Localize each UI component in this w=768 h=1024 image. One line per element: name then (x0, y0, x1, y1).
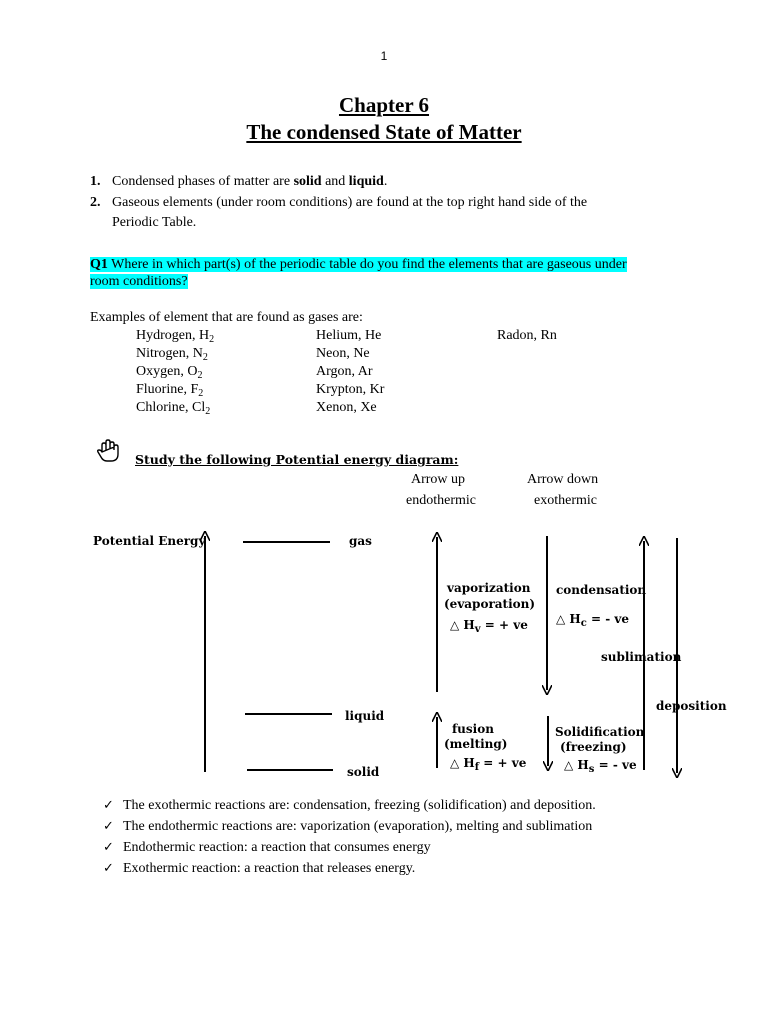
gas-element: Argon, Ar (316, 364, 373, 379)
checkmark-icon: ✓ (103, 819, 114, 834)
question-1: Q1 Where in which part(s) of the periodic table do you find the elements that are gaseous under (90, 257, 627, 272)
point-2: 2. Gaseous elements (under room conditions) are found at the top right hand side of the (90, 195, 588, 210)
gas-label: gas (349, 534, 372, 548)
endothermic-label: endothermic (406, 493, 476, 508)
sublimation-label: sublimation (601, 650, 682, 664)
question-1-continued: room conditions? (90, 274, 188, 289)
gas-element: Xenon, Xe (316, 400, 377, 415)
checklist-item: ✓ Endothermic reaction: a reaction that consumes energy (103, 840, 431, 855)
checkmark-icon: ✓ (103, 798, 114, 813)
arrow-up-label: Arrow up (411, 472, 466, 487)
point-2-continued: Periodic Table. (112, 215, 197, 230)
fusion-label: fusion (452, 722, 494, 736)
exothermic-label: exothermic (534, 493, 597, 508)
gas-element: Fluorine, $F_2$ (136, 382, 204, 399)
liquid-label: liquid (345, 709, 385, 723)
study-heading: Study the following Potential energy diagram: (135, 452, 459, 467)
enthalpy-solidification: △ $H_s$ = - ve (564, 758, 637, 775)
gas-element: Nitrogen, $N_2$ (136, 346, 208, 363)
checkmark-icon: ✓ (103, 840, 114, 855)
examples-intro: Examples of element that are found as gases are: (90, 310, 363, 325)
checkmark-icon: ✓ (103, 861, 114, 876)
enthalpy-vaporization: △ $H_v$ = + ve (450, 618, 528, 635)
solid-label: solid (347, 765, 380, 779)
gas-element: Neon, Ne (316, 346, 370, 361)
evaporation-label: (evaporation) (444, 597, 536, 611)
enthalpy-condensation: △ $H_c$ = - ve (556, 612, 630, 629)
freezing-label: (freezing) (560, 740, 627, 754)
checklist-item: ✓ The endothermic reactions are: vaporization (evaporation), melting and sublimation (103, 819, 593, 834)
gas-element: Helium, He (316, 328, 382, 343)
gas-element: Hydrogen, $H_2$ (136, 328, 215, 345)
checklist-item: ✓ Exothermic reaction: a reaction that releases energy. (103, 861, 416, 876)
gas-element: Krypton, Kr (316, 382, 385, 397)
page-number: 1 (380, 49, 388, 63)
deposition-label: deposition (656, 699, 727, 713)
chapter-subtitle: The condensed State of Matter (246, 120, 522, 144)
chapter-title: Chapter 6 (338, 93, 430, 117)
gas-element: Oxygen, $O_2$ (136, 364, 203, 381)
arrow-down-label: Arrow down (527, 472, 599, 487)
solidification-label: Solidification (555, 725, 645, 739)
condensation-label: condensation (556, 583, 647, 597)
potential-energy-label: Potential Energy (93, 534, 206, 548)
enthalpy-fusion: △ $H_f$ = + ve (450, 756, 527, 773)
melting-label: (melting) (444, 737, 508, 751)
point-1: 1. Condensed phases of matter are solid and liquid. (90, 174, 388, 189)
checklist-item: ✓ The exothermic reactions are: condensation, freezing (solidification) and deposition. (103, 798, 596, 813)
gas-element: Radon, Rn (497, 328, 557, 343)
vaporization-label: vaporization (447, 581, 531, 595)
gas-element: Chlorine, $Cl_2$ (136, 400, 211, 417)
